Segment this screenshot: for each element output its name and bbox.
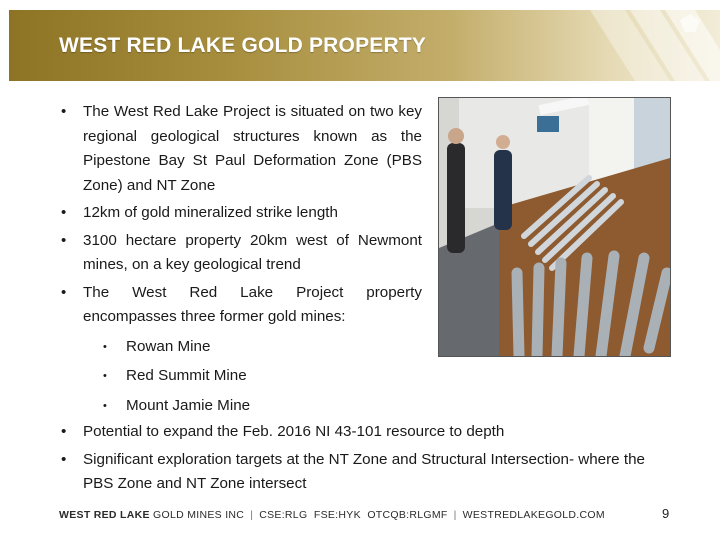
list-item: • The West Red Lake Project is situated on two key regional geological structures known as the Pipestone Bay St Paul Deformation Zone (PBS Zone) and NT Zone [58, 100, 422, 198]
core-shed-illustration [439, 98, 670, 356]
sub-list-item: • Mount Jamie Mine [58, 394, 422, 419]
page-number: 9 [662, 506, 670, 521]
title-banner [9, 10, 720, 81]
footer-website: WESTREDLAKEGOLD.COM [462, 509, 605, 521]
footer-company-rest: GOLD MINES INC [153, 509, 245, 521]
footer-otc: OTCQB:RLGMF [367, 509, 448, 521]
footer-fse: FSE:HYK [313, 509, 361, 521]
sub-list-item: • Red Summit Mine [58, 364, 422, 389]
list-item: • The West Red Lake Project property encompasses three former gold mines: [58, 281, 422, 330]
footer-company-bold: WEST RED LAKE [59, 509, 150, 521]
page-title: WEST RED LAKE GOLD PROPERTY [59, 34, 427, 57]
bullet-list [58, 100, 422, 422]
footer-cse: CSE:RLG [259, 509, 308, 521]
list-item: • Potential to expand the Feb. 2016 NI 43-101 resource to depth [58, 420, 658, 445]
chevron-logo-icon [530, 10, 720, 81]
list-item: • 3100 hectare property 20km west of Newmont mines, on a key geological trend [58, 229, 422, 278]
footer: WEST RED LAKE GOLD MINES INC | CSE:RLG FSE:HYK OTCQB:RLGMF | WESTREDLAKEGOLD.COM [59, 509, 605, 521]
core-samples-photo [438, 97, 671, 357]
sub-list-item: • Rowan Mine [58, 335, 422, 360]
list-item: • 12km of gold mineralized strike length [58, 201, 422, 226]
lower-bullet-list [58, 420, 658, 500]
list-item: • Significant exploration targets at the NT Zone and Structural Intersection- where the PBS Zone and NT Zone intersect [58, 448, 658, 497]
